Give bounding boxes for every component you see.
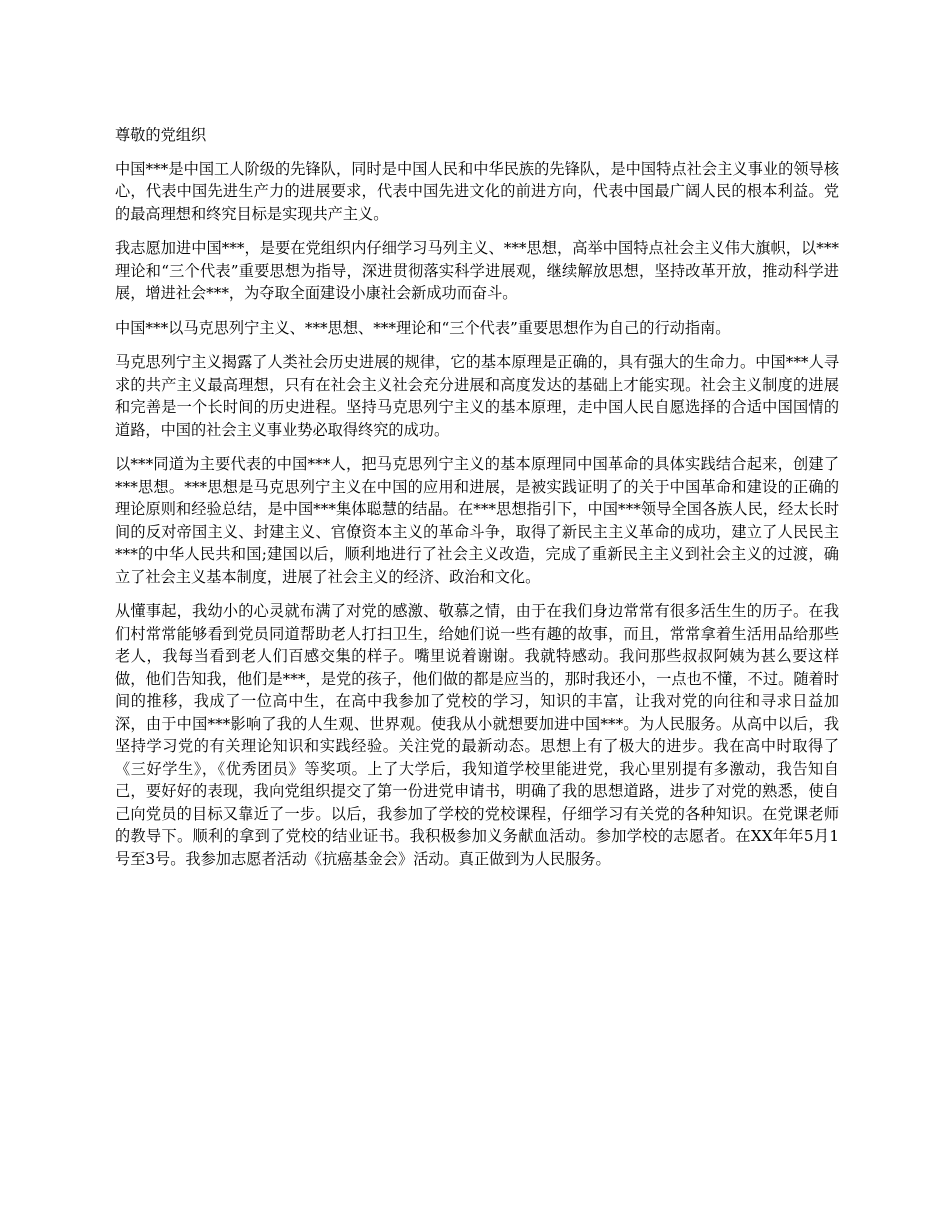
paragraph-6: 从懂事起，我幼小的心灵就布满了对党的感激、敬慕之情，由于在我们身边常常有很多活生生的历子。在我们村常常能够看到党员同道帮助老人打扫卫生，给她们说一些有趣的故事，而且，常常拿着生活用品给那些老人，我每当看到老人们百感交集的样子。嘴里说着谢谢。我就特感动。我问那些叔叔阿姨为甚么要这样做，他们告知我，他们是***，是党的孩子，他们做的都是应当的，那时我还小，一点也不懂，不过。随着时间的推移，我成了一位高中生，在高中我参加了党校的学习，知识的丰富，让我对党的向往和寻求日益加深，由于中国***影响了我的人生观、世界观。使我从小就想要加进中国***。为人民服务。从高中以后，我坚持学习党的有关理论知识和实践经验。关注党的最新动态。思想上有了极大的进步。我在高中时取得了《三好学生》，《优秀团员》等奖项。上了大学后，我知道学校里能进党，我心里别提有多激动，我告知自己，要好好的表现，我向党组织提交了第一份进党申请书，明确了我的思想道路，进步了对党的熟悉，使自己向党员的目标又靠近了一步。以后，我参加了学校的党校课程，仔细学习有关党的各种知识。在党课老师的教导下。顺利的拿到了党校的结业证书。我积极参加义务献血活动。参加学校的志愿者。在XX年年5月1号至3号。我参加志愿者活动《抗癌基金会》活动。真正做到为人民服务。 (115, 602, 839, 868)
salutation: 尊敬的党组织 (115, 126, 207, 144)
paragraph-4: 马克思列宁主义揭露了人类社会历史进展的规律，它的基本原理是正确的，具有强大的生命力。中国***人寻求的共产主义最高理想，只有在社会主义社会充分进展和高度发达的基础上才能实现。社会主义制度的进展和完善是一个长时间的历史进程。坚持马克思列宁主义的基本原理，走中国人民自愿选择的合适中国国情的道路，中国的社会主义事业势必取得终究的成功。 (115, 353, 839, 439)
paragraph-3: 中国***以马克思列宁主义、***思想、***理论和“三个代表”重要思想作为自己的行动指南。 (115, 318, 731, 337)
paragraph-1: 中国***是中国工人阶级的先锋队，同时是中国人民和中华民族的先锋队，是中国特点社会主义事业的领导核心，代表中国先进生产力的进展要求，代表中国先进文化的前进方向，代表中国最广阔人民的根本利益。党的最高理想和终究目标是实现共产主义。 (115, 159, 839, 223)
document-page (115, 124, 839, 882)
paragraph-5: 以***同道为主要代表的中国***人，把马克思列宁主义的基本原理同中国革命的具体实践结合起来，创建了***思想。***思想是马克思列宁主义在中国的应用和进展，是被实践证明了的关于中国革命和建设的正确的理论原则和经验总结，是中国***集体聪慧的结晶。在***思想指引下，中国***领导全国各族人民，经太长时间的反对帝国主义、封建主义、官僚资本主义的革命斗争，取得了新民主主义革命的成功，建立了人民民主***的中华人民共和国;建国以后，顺利地进行了社会主义改造，完成了重新民主主义到社会主义的过渡，确立了社会主义基本制度，进展了社会主义的经济、政治和文化。 (115, 455, 839, 586)
paragraph-2: 我志愿加进中国***，是要在党组织内仔细学习马列主义、***思想，高举中国特点社会主义伟大旗帜，以***理论和“三个代表”重要思想为指导，深进贯彻落实科学进展观，继续解放思想，坚持改革开放，推动科学进展，增进社会***，为夺取全面建设小康社会新成功而奋斗。 (115, 239, 839, 302)
